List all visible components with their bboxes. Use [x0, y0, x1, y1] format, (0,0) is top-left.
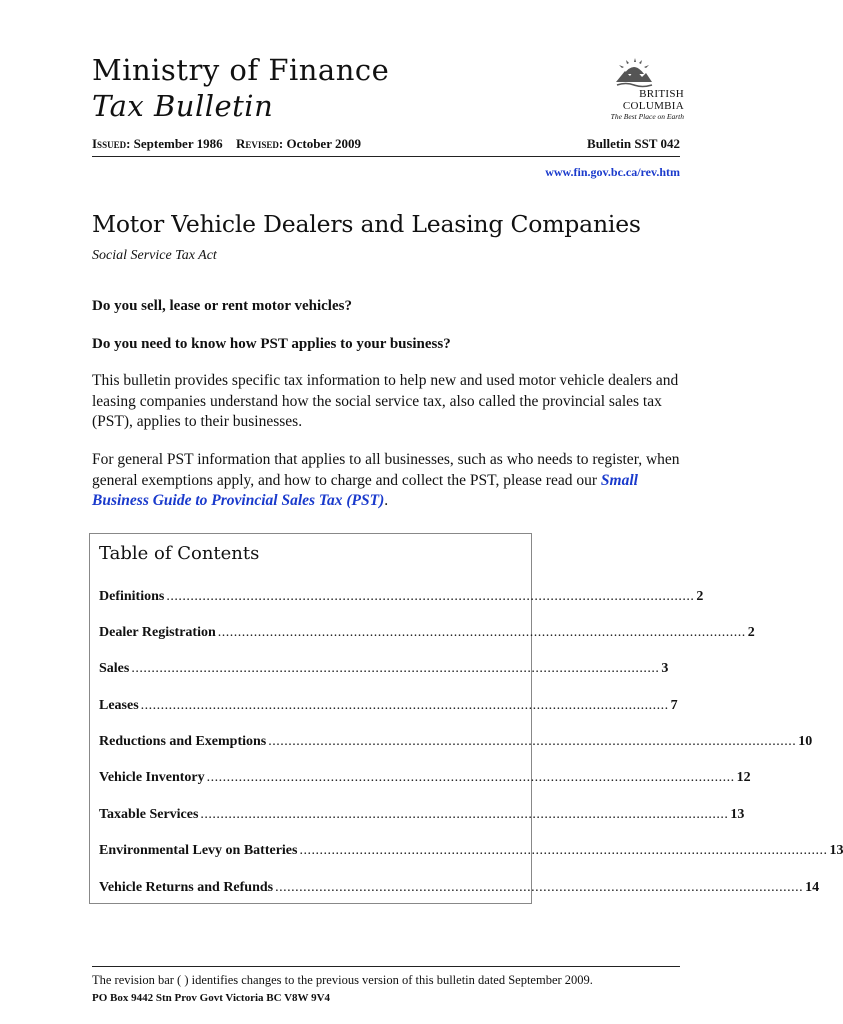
toc-item-taxable-services[interactable] — [99, 807, 745, 825]
toc-heading: Table of Contents — [99, 543, 260, 564]
toc-leader: .................................................................................................................................... — [206, 770, 735, 785]
general-info-paragraph — [92, 450, 682, 512]
toc-item-environmental-levy[interactable] — [99, 843, 843, 861]
toc-item-vehicle-inventory[interactable] — [99, 770, 751, 788]
revised-info — [236, 136, 361, 152]
toc-item-page: 2 — [747, 625, 755, 640]
issued-info — [92, 136, 223, 152]
small-business-guide-link[interactable]: Small Business Guide to Provincial Sales Tax (PST) — [92, 471, 638, 509]
logo-line2: COLUMBIA — [622, 100, 684, 112]
toc-leader: .................................................................................................................................... — [275, 880, 804, 895]
footer-divider — [92, 966, 680, 967]
toc-item-label: Reductions and Exemptions — [99, 734, 267, 749]
toc-item-page: 14 — [805, 880, 820, 895]
toc-leader: .................................................................................................................................... — [268, 734, 797, 749]
toc-item-label: Dealer Registration — [99, 625, 216, 640]
toc-item-label: Sales — [99, 661, 130, 676]
document-subtitle: Social Service Tax Act — [92, 248, 217, 263]
general-info-end: . — [384, 492, 389, 509]
revision-note: The revision bar ( ) identifies changes to the previous version of this bulletin dated September 2009. — [92, 973, 593, 987]
bulletin-type: Tax Bulletin — [92, 89, 274, 123]
toc-item-label: Leases — [99, 698, 139, 713]
toc-leader: .................................................................................................................................... — [140, 698, 669, 713]
toc-leader: .................................................................................................................................... — [299, 843, 828, 858]
logo-line1: BRITISH — [639, 88, 684, 100]
toc-item-returns-refunds[interactable] — [99, 880, 820, 898]
revised-value: October 2009 — [286, 136, 361, 151]
header-title — [92, 52, 389, 124]
toc-leader: .................................................................................................................................... — [166, 589, 695, 604]
bc-logo — [600, 58, 692, 120]
toc-leader: .................................................................................................................................... — [131, 661, 660, 676]
toc-item-label: Definitions — [99, 589, 165, 604]
mailing-address: PO Box 9442 Stn Prov Govt Victoria BC V8W 9V4 — [92, 992, 331, 1004]
toc-item-reductions-exemptions[interactable] — [99, 734, 813, 752]
toc-item-page: 3 — [661, 661, 669, 676]
toc-item-label: Vehicle Inventory — [99, 770, 205, 785]
toc-item-page: 2 — [696, 589, 704, 604]
intro-paragraph: This bulletin provides specific tax information to help new and used motor vehicle dealers and leasing companies understand how the social service tax, also called the provincial sales tax (PST), applies to their businesses. — [92, 372, 679, 430]
toc-item-page: 10 — [798, 734, 813, 749]
question-1: Do you sell, lease or rent motor vehicles? — [92, 298, 352, 314]
bulletin-meta — [92, 136, 680, 157]
toc-item-sales[interactable] — [99, 661, 669, 679]
toc-item-page: 13 — [730, 807, 745, 822]
general-info-text: For general PST information that applies to all businesses, such as who needs to register, when general exemptions apply, and how to charge and collect the PST, please read our — [92, 451, 680, 489]
question-2: Do you need to know how PST applies to your business? — [92, 336, 451, 352]
bc-sun-mountain-logo-icon — [614, 58, 654, 88]
logo-tagline: The Best Place on Earth — [610, 112, 684, 121]
toc-item-page: 12 — [736, 770, 751, 785]
toc-item-label: Environmental Levy on Batteries — [99, 843, 298, 858]
revised-label: Revised: — [236, 136, 284, 151]
toc-item-leases[interactable] — [99, 698, 678, 716]
toc-item-dealer-registration[interactable] — [99, 625, 755, 643]
toc-leader: .................................................................................................................................... — [217, 625, 746, 640]
document-title: Motor Vehicle Dealers and Leasing Companies — [92, 210, 641, 238]
toc-item-definitions[interactable] — [99, 589, 704, 607]
issued-label: Issued: — [92, 136, 131, 151]
toc-item-label: Vehicle Returns and Refunds — [99, 880, 274, 895]
toc-leader: .................................................................................................................................... — [200, 807, 729, 822]
toc-item-page: 13 — [829, 843, 843, 858]
toc-item-page: 7 — [670, 698, 678, 713]
toc-item-label: Taxable Services — [99, 807, 199, 822]
bulletin-id: Bulletin SST 042 — [587, 136, 680, 151]
issued-value: September 1986 — [133, 136, 223, 151]
ministry-name: Ministry of Finance — [92, 53, 390, 87]
table-of-contents — [89, 533, 843, 904]
website-link[interactable]: www.fin.gov.bc.ca/rev.htm — [545, 165, 680, 179]
